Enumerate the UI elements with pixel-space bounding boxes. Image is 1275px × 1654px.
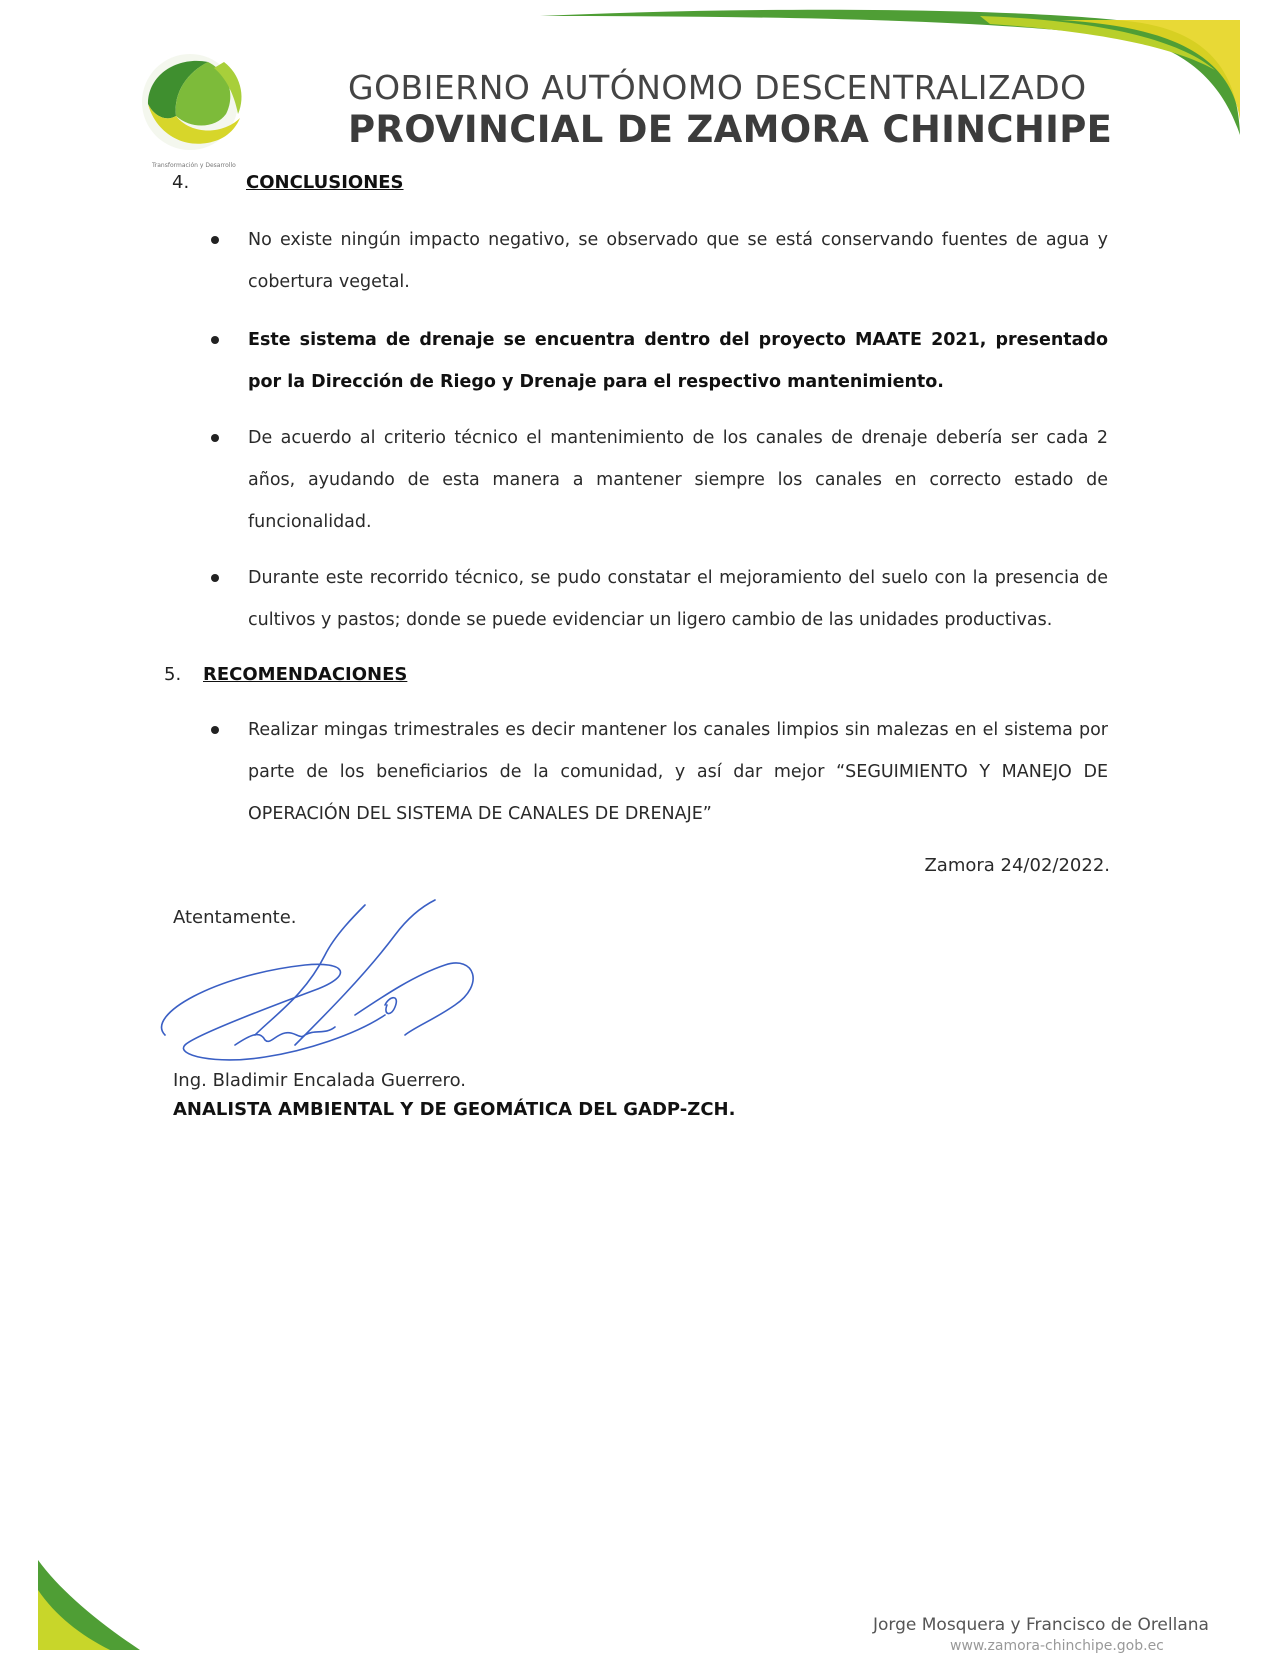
footer-website: www.zamora-chinchipe.gob.ec: [950, 1638, 1164, 1654]
bullet-icon: [211, 336, 219, 344]
logo-tagline: Transformación y Desarrollo: [152, 162, 236, 169]
section-number-conclusiones: 4.: [172, 172, 190, 193]
institution-name-line2: PROVINCIAL DE ZAMORA CHINCHIPE: [348, 108, 1113, 151]
section-number-recomendaciones: 5.: [164, 664, 182, 685]
footer-address: Jorge Mosquera y Francisco de Orellana: [873, 1615, 1209, 1635]
place-date: Zamora 24/02/2022.: [924, 855, 1110, 876]
signer-name: Ing. Bladimir Encalada Guerrero.: [173, 1070, 466, 1091]
section-title-recomendaciones: RECOMENDACIONES: [203, 664, 408, 685]
section-title-conclusiones: CONCLUSIONES: [246, 172, 404, 193]
bullet-icon: [211, 236, 219, 244]
bullet-icon: [211, 574, 219, 582]
conclusion-item: No existe ningún impacto negativo, se observado que se está conservando fuentes de agua y cobertura vegetal.: [248, 230, 1108, 292]
handwritten-signature: [155, 895, 535, 1075]
bullet-icon: [211, 726, 219, 734]
conclusion-item: De acuerdo al criterio técnico el mantenimiento de los canales de drenaje debería ser cada 2 años, ayudando de esta manera a mantener siempre los canales en correcto estado de funcionalidad.: [248, 428, 1108, 532]
footer-swoosh: [0, 1560, 140, 1650]
signer-role: ANALISTA AMBIENTAL Y DE GEOMÁTICA DEL GADP-ZCH.: [173, 1099, 736, 1120]
gadpzch-logo: [128, 44, 258, 166]
closing-salutation: Atentamente.: [173, 907, 297, 928]
recommendation-item: Realizar mingas trimestrales es decir mantener los canales limpios sin malezas en el sistema por parte de los beneficiarios de la comunidad, y así dar mejor “SEGUIMIENTO Y MANEJO DE OPERACIÓN DEL SISTEMA DE CANALES DE DRENAJE”: [248, 720, 1108, 824]
institution-name-line1: GOBIERNO AUTÓNOMO DESCENTRALIZADO: [348, 68, 1087, 107]
conclusion-item: Durante este recorrido técnico, se pudo constatar el mejoramiento del suelo con la presencia de cultivos y pastos; donde se puede evidenciar un ligero cambio de las unidades productivas.: [248, 568, 1108, 630]
conclusion-item: Este sistema de drenaje se encuentra dentro del proyecto MAATE 2021, presentado por la Dirección de Riego y Drenaje para el respectivo mantenimiento.: [248, 330, 1108, 392]
bullet-icon: [211, 434, 219, 442]
